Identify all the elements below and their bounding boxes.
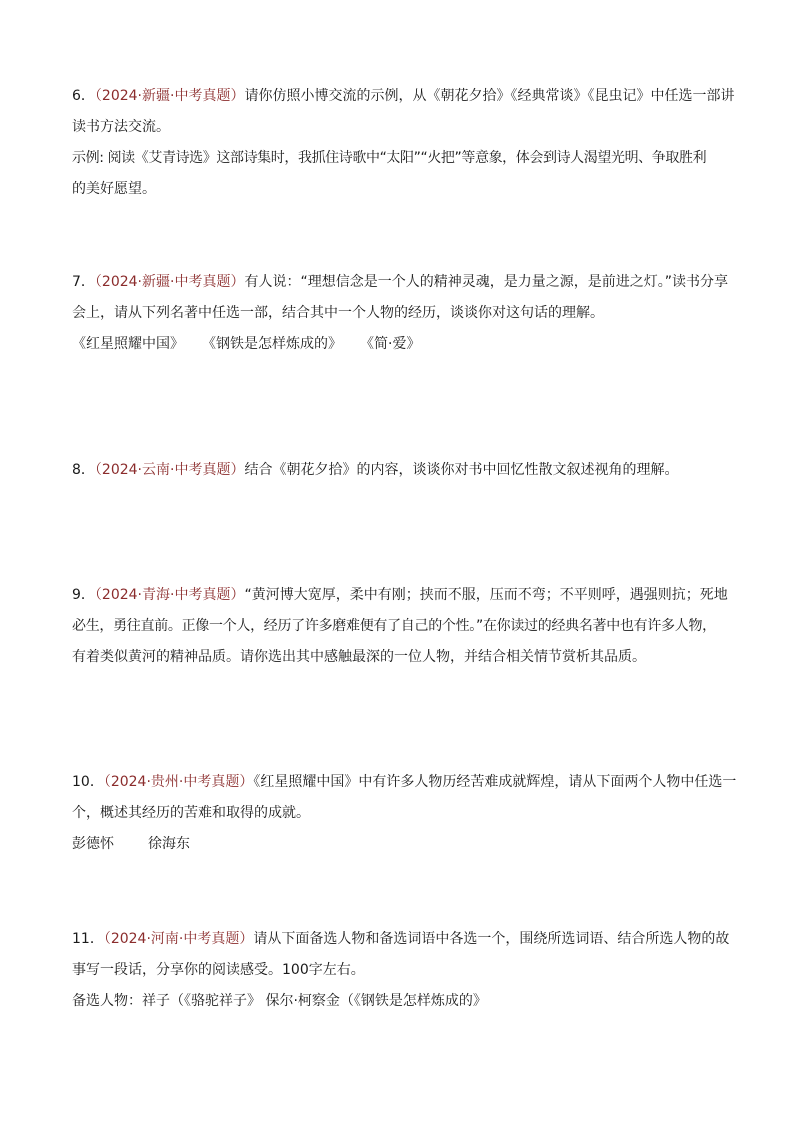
question-number: 9． <box>72 587 95 603</box>
question-text: 会上，请从下列名著中任选一部，结合其中一个人物的经历，谈谈你对这句话的理解。 <box>72 305 604 321</box>
question-number: 7． <box>72 274 95 290</box>
question-11 <box>72 924 730 1017</box>
book-options <box>72 329 724 360</box>
question-source: （2024·新疆·中考真题） <box>94 88 245 104</box>
question-number: 6． <box>72 88 95 104</box>
question-source: （2024·青海·中考真题） <box>94 587 245 603</box>
question-10 <box>72 767 737 860</box>
question-source: （2024·河南·中考真题） <box>103 931 254 947</box>
question-text: 读书方法交流。 <box>72 119 170 135</box>
question-source: （2024·贵州·中考真题） <box>103 774 254 790</box>
question-text: 有人说：“理想信念是一个人的精神灵魂，是力量之源，是前进之灯。”读书分享 <box>244 274 728 290</box>
question-text: 的美好愿望。 <box>72 181 156 197</box>
question-7 <box>72 267 728 360</box>
question-text: 请从下面备选人物和备选词语中各选一个，围绕所选词语、结合所选人物的故 <box>253 931 730 947</box>
question-number: 11． <box>72 931 104 947</box>
question-text: 结合《朝花夕拾》的内容，谈谈你对书中回忆性散文叙述视角的理解。 <box>244 462 679 478</box>
question-text: 《红星照耀中国》中有许多人物历经苦难成就辉煌，请从下面两个人物中任选一 <box>253 774 737 790</box>
question-text: 事写一段话，分享你的阅读感受。100字左右。 <box>72 962 365 978</box>
question-8 <box>72 455 724 486</box>
book-option: 《简·爱》 <box>360 336 421 352</box>
question-text: “黄河博大宽厚，柔中有刚；挟而不服，压而不弯；不平则呼，遇强则抗；死地 <box>244 587 728 603</box>
question-source: （2024·云南·中考真题） <box>94 462 245 478</box>
question-text: 有着类似黄河的精神品质。请你选出其中感触最深的一位人物，并结合相关情节赏析其品质。 <box>72 649 646 665</box>
person-option: 彭德怀 <box>72 836 114 852</box>
book-option: 《钢铁是怎样炼成的》 <box>202 336 342 352</box>
question-text: 备选人物：祥子（《骆驼祥子》 保尔·柯察金（《钢铁是怎样炼成的》 <box>72 993 487 1009</box>
question-6 <box>72 81 735 205</box>
question-number: 8． <box>72 462 95 478</box>
question-text: 请你仿照小博交流的示例，从《朝花夕拾》《经典常谈》《昆虫记》中任选一部讲 <box>244 88 735 104</box>
question-text: 示例: 阅读《艾青诗选》这部诗集时，我抓住诗歌中“太阳”“火把”等意象，体会到诗人渴望光明、争取胜利 <box>72 150 707 166</box>
book-option: 《红星照耀中国》 <box>72 336 184 352</box>
question-text: 个，概述其经历的苦难和取得的成就。 <box>72 805 310 821</box>
question-number: 10． <box>72 774 104 790</box>
question-source: （2024·新疆·中考真题） <box>94 274 245 290</box>
person-option: 徐海东 <box>148 836 190 852</box>
person-options <box>72 829 724 860</box>
question-9 <box>72 580 728 673</box>
question-text: 必生，勇往直前。正像一个人，经历了许多磨难便有了自己的个性。”在你读过的经典名著中也有许多人物， <box>72 618 716 634</box>
